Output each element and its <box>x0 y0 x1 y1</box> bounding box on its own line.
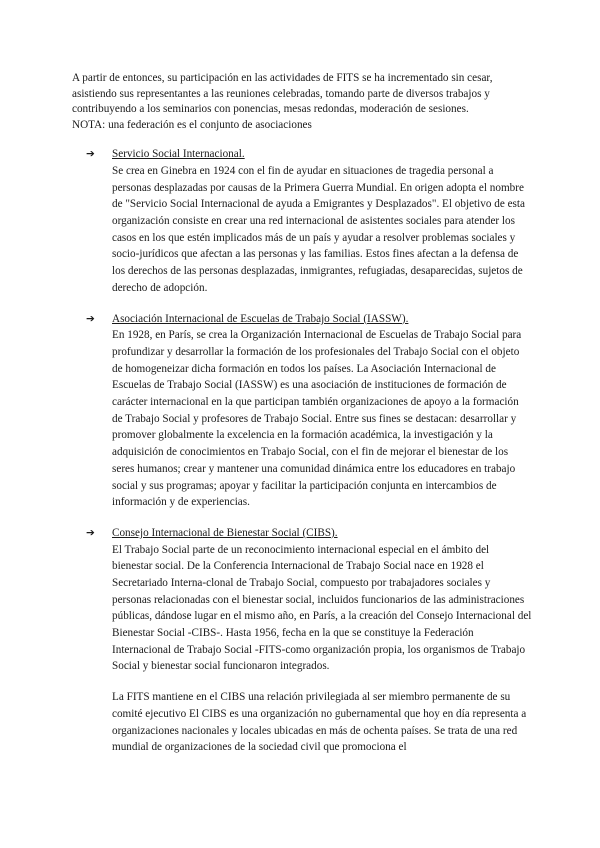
section-heading: Asociación Internacional de Escuelas de Trabajo Social (IASSW). <box>112 312 409 325</box>
arrow-right-icon: ➔ <box>86 312 95 325</box>
paragraph-gap <box>112 675 532 689</box>
section-heading: Servicio Social Internacional. <box>112 148 245 161</box>
arrow-right-icon: ➔ <box>86 526 95 539</box>
section-paragraph: El Trabajo Social parte de un reconocimiento internacional especial en el ámbito del bienestar social. De la Conferencia Internacional de Trabajo Social nace en 1928 el Secretariado Interna-clonal de Trabajo Social, compuesto por trabajadores sociales y personas relacionadas con el bienestar social, incluidos funcionarios de las administraciones públicas, dándose lugar en el mismo año, en París, a la creación del Consejo Internacional del Bienestar Social -CIBS-. Hasta 1956, fecha en la que se constituye la Federación Internacional de Trabajo Social -FITS-como organización propia, los organismos de Trabajo Social y bienestar social funcionaron integrados. <box>112 543 532 673</box>
intro-paragraph: A partir de entonces, su participación en las actividades de FITS se ha incrementado sin cesar, asistiendo sus representantes a las reuniones celebradas, tomando parte de diversos trabajos y contribuyendo a los seminarios con ponencias, mesas redondas, moderación de sesiones. <box>72 72 493 116</box>
arrow-right-icon: ➔ <box>86 148 95 161</box>
section-paragraph: En 1928, en París, se crea la Organización Internacional de Escuelas de Trabajo Social para profundizar y desarrollar la formación de los profesionales del Trabajo Social con el objeto de homogeneizar dicha formación en todos los países. La Asociación Internacional de Escuelas de Trabajo Social (IASSW) es una asociación de instituciones de formación de carácter internacional en la que participan también organizaciones de apoyo a la formación de Trabajo Social y profesores de Trabajo Social. Entre sus fines se destacan: desarrollar y promover globalmente la excelencia en la formación académica, la investigación y la adquisición de conocimientos en Trabajo Social, con el fin de mejorar el bienestar de los seres humanos; crear y mantener una comunidad dinámica entre los educadores en trabajo social y sus programas; apoyar y facilitar la participación conjunta en intercambios de información y de experiencias. <box>112 329 522 509</box>
section-cibs <box>72 526 532 756</box>
section-paragraph: Se crea en Ginebra en 1924 con el fin de ayudar en situaciones de tragedia personal a personas desplazadas por causas de la Primera Guerra Mundial. En origen adopta el nombre de "Servicio Social Internacional de ayuda a Emigrantes y Desplazados". El objetivo de esta organización consiste en crear una red internacional de asistentes sociales para atender los casos en los que estén implicados más de un país y ayudar a resolver problemas sociales y socio-jurídicos que afectan a las personas y las familias. Estos fines afectan a la defensa de los derechos de las personas desplazadas, inmigrantes, refugiadas, desaparecidas, sujetos de derecho de adopción. <box>112 164 525 294</box>
document-page <box>72 71 532 771</box>
section-heading: Consejo Internacional de Bienestar Social (CIBS). <box>112 526 338 539</box>
section-servicio-social <box>72 147 532 296</box>
section-paragraph: La FITS mantiene en el CIBS una relación privilegiada al ser miembro permanente de su comité ejecutivo El CIBS es una organización no gubernamental que hoy en día representa a organizaciones nacionales y locales ubicadas en más de ochenta países. Se trata de una red mundial de organizaciones de la sociedad civil que promociona el <box>112 691 527 754</box>
section-iassw <box>72 312 532 511</box>
note-paragraph: NOTA: una federación es el conjunto de asociaciones <box>72 118 312 131</box>
